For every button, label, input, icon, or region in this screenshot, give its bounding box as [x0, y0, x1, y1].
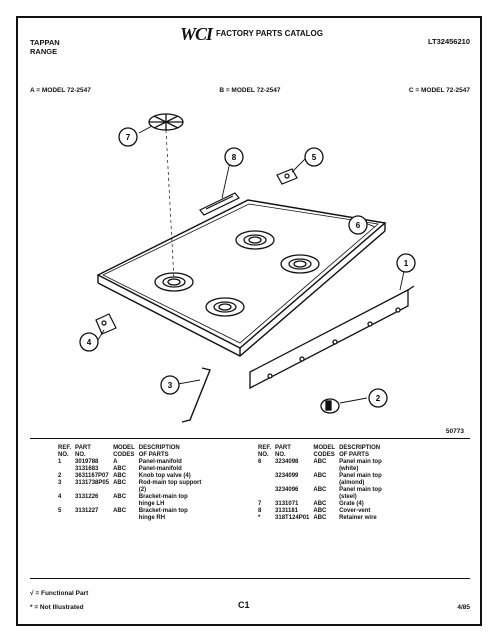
model-codes-cell [311, 466, 337, 473]
wci-logo: WCI [180, 24, 213, 44]
valve-knob [321, 399, 339, 413]
part-number-cell [73, 487, 111, 494]
exploded-parts-diagram [30, 100, 460, 430]
table-row [56, 480, 203, 487]
description-cell: Panel main top [339, 487, 382, 493]
callout-7-label: 7 [125, 133, 131, 142]
ref-cell: * [258, 515, 261, 521]
callout-4-label: 4 [86, 338, 92, 347]
parts-table-left [56, 445, 203, 522]
hinge-bracket-lh [96, 314, 116, 334]
model-legend [30, 87, 470, 94]
col-part: PART NO. [75, 445, 91, 458]
ref-cell: 2 [58, 473, 62, 479]
col-ref: REF. NO. [58, 445, 72, 458]
model-codes-cell: A [113, 459, 118, 465]
model-codes-cell [111, 501, 137, 508]
part-number-cell: 318T124P01 [275, 515, 310, 521]
table-row [56, 515, 203, 522]
part-number-cell [273, 494, 311, 501]
table-row [256, 480, 384, 487]
part-number-cell: 3019788 [75, 459, 99, 465]
table-row [256, 473, 384, 480]
model-codes-cell [111, 515, 137, 522]
part-number-cell: 3131738P05 [75, 480, 110, 486]
description-cell: hinge RH [138, 515, 166, 521]
table-row [256, 508, 384, 515]
model-b: B = MODEL 72-2547 [219, 87, 281, 94]
part-number-cell: 3234096 [275, 487, 299, 493]
description-cell: (2) [138, 487, 147, 493]
model-codes-cell: ABC [113, 466, 127, 472]
ref-cell: 1 [58, 459, 62, 465]
part-number-cell: 3131181 [275, 508, 299, 514]
table-row [56, 466, 203, 473]
figure-id: 50773 [445, 428, 464, 435]
hinge-bracket-rh [277, 169, 297, 184]
col-desc: DESCRIPTION OF PARTS [339, 445, 381, 458]
table-row [256, 494, 384, 501]
model-codes-cell: ABC [113, 508, 127, 514]
part-number-cell: 3234098 [275, 459, 299, 465]
divider-bottom [30, 578, 470, 579]
ref-cell: 5 [58, 508, 62, 514]
brand-line-1: TAPPAN [30, 38, 60, 47]
divider-top [30, 438, 470, 439]
table-row [56, 459, 203, 466]
ref-cell: 8 [258, 508, 262, 514]
brand-line-2: RANGE [30, 47, 58, 56]
callout-3 [161, 376, 179, 394]
model-codes-cell: ABC [113, 473, 127, 479]
part-number-cell: 3131683 [75, 466, 99, 472]
part-number-cell [273, 466, 311, 473]
description-cell: Rod-main top support [138, 480, 202, 486]
col-model: MODEL CODES [313, 445, 336, 458]
callout-8 [225, 148, 243, 166]
ref-cell: 3 [58, 480, 62, 486]
catalog-header [180, 24, 323, 44]
description-cell: (steel) [339, 494, 357, 500]
table-row [256, 487, 384, 494]
description-cell: Cover-vent [339, 508, 371, 514]
ref-cell [56, 501, 73, 508]
table-row [256, 459, 384, 466]
callout-1-label: 1 [403, 259, 409, 268]
callout-4 [80, 333, 98, 351]
model-codes-cell: ABC [313, 501, 327, 507]
callout-3-label: 3 [167, 381, 173, 390]
ref-cell: 4 [58, 494, 62, 500]
callout-1 [397, 254, 415, 272]
table-row [56, 501, 203, 508]
model-codes-cell [311, 494, 337, 501]
model-a: A = MODEL 72-2547 [30, 87, 91, 94]
model-codes-cell: ABC [113, 494, 127, 500]
catalog-code: LT32456210 [428, 37, 470, 46]
table-row [56, 508, 203, 515]
table-row [256, 466, 384, 473]
callout-7 [119, 128, 137, 146]
part-number-cell [73, 501, 111, 508]
support-rod [182, 368, 210, 422]
model-codes-cell: ABC [313, 473, 327, 479]
part-number-cell: 3631167P07 [75, 473, 109, 479]
model-codes-cell: ABC [313, 459, 327, 465]
part-number-cell [273, 480, 311, 487]
description-cell: (almond) [339, 480, 365, 486]
col-desc: DESCRIPTION OF PARTS [138, 445, 180, 458]
table-row [256, 515, 384, 522]
part-number-cell: 3131226 [75, 494, 99, 500]
page-code: C1 [238, 600, 250, 610]
description-cell: Retainer wire [339, 515, 377, 521]
description-cell: Knob top valve (4) [138, 473, 191, 479]
callout-5-label: 5 [311, 153, 317, 162]
table-row [256, 501, 384, 508]
callout-2 [369, 389, 387, 407]
part-number-cell: 3131071 [275, 501, 299, 507]
part-number-cell: 3131227 [75, 508, 99, 514]
col-ref: REF. NO. [258, 445, 272, 458]
model-codes-cell: ABC [313, 515, 327, 521]
ref-cell [256, 487, 273, 494]
callout-6 [349, 216, 367, 234]
description-cell: (white) [339, 466, 359, 472]
model-codes-cell [311, 480, 337, 487]
parts-table-right [256, 445, 384, 522]
description-cell: Grate (4) [339, 501, 364, 507]
model-codes-cell: ABC [313, 508, 327, 514]
ref-cell [56, 466, 73, 473]
ref-cell [256, 494, 273, 501]
ref-cell [256, 466, 273, 473]
model-codes-cell: ABC [113, 480, 127, 486]
callout-6-label: 6 [355, 221, 361, 230]
description-cell: Bracket-main top [138, 494, 188, 500]
description-cell: Panel-manifold [138, 466, 182, 472]
description-cell: Bracket-main top [138, 508, 188, 514]
callout-2-label: 2 [375, 394, 381, 403]
part-number-cell [73, 515, 111, 522]
ref-cell: 6 [258, 459, 262, 465]
callout-5 [305, 148, 323, 166]
part-number-cell: 3234099 [275, 473, 299, 479]
ref-cell: 7 [258, 501, 262, 507]
description-cell: Panel-manifold [138, 459, 182, 465]
table-row [56, 473, 203, 480]
ref-cell [56, 515, 73, 522]
description-cell: Panel main top [339, 473, 382, 479]
brand-block [30, 38, 60, 56]
functional-part-note: √ = Functional Part [30, 590, 89, 597]
model-codes-cell: ABC [313, 487, 327, 493]
description-cell: hinge LH [138, 501, 165, 507]
table-row [56, 487, 203, 494]
table-row [56, 494, 203, 501]
model-codes-cell [111, 487, 137, 494]
not-illustrated-note: * = Not Illustrated [30, 604, 84, 611]
catalog-title: FACTORY PARTS CATALOG [216, 29, 323, 38]
ref-cell [256, 480, 273, 487]
ref-cell [256, 473, 273, 480]
model-c: C = MODEL 72-2547 [408, 87, 470, 94]
col-model: MODEL CODES [113, 445, 135, 458]
catalog-date: 4/85 [457, 604, 470, 611]
col-part: PART NO. [275, 445, 291, 458]
description-cell: Panel main top [339, 459, 382, 465]
callout-8-label: 8 [231, 153, 237, 162]
ref-cell [56, 487, 73, 494]
